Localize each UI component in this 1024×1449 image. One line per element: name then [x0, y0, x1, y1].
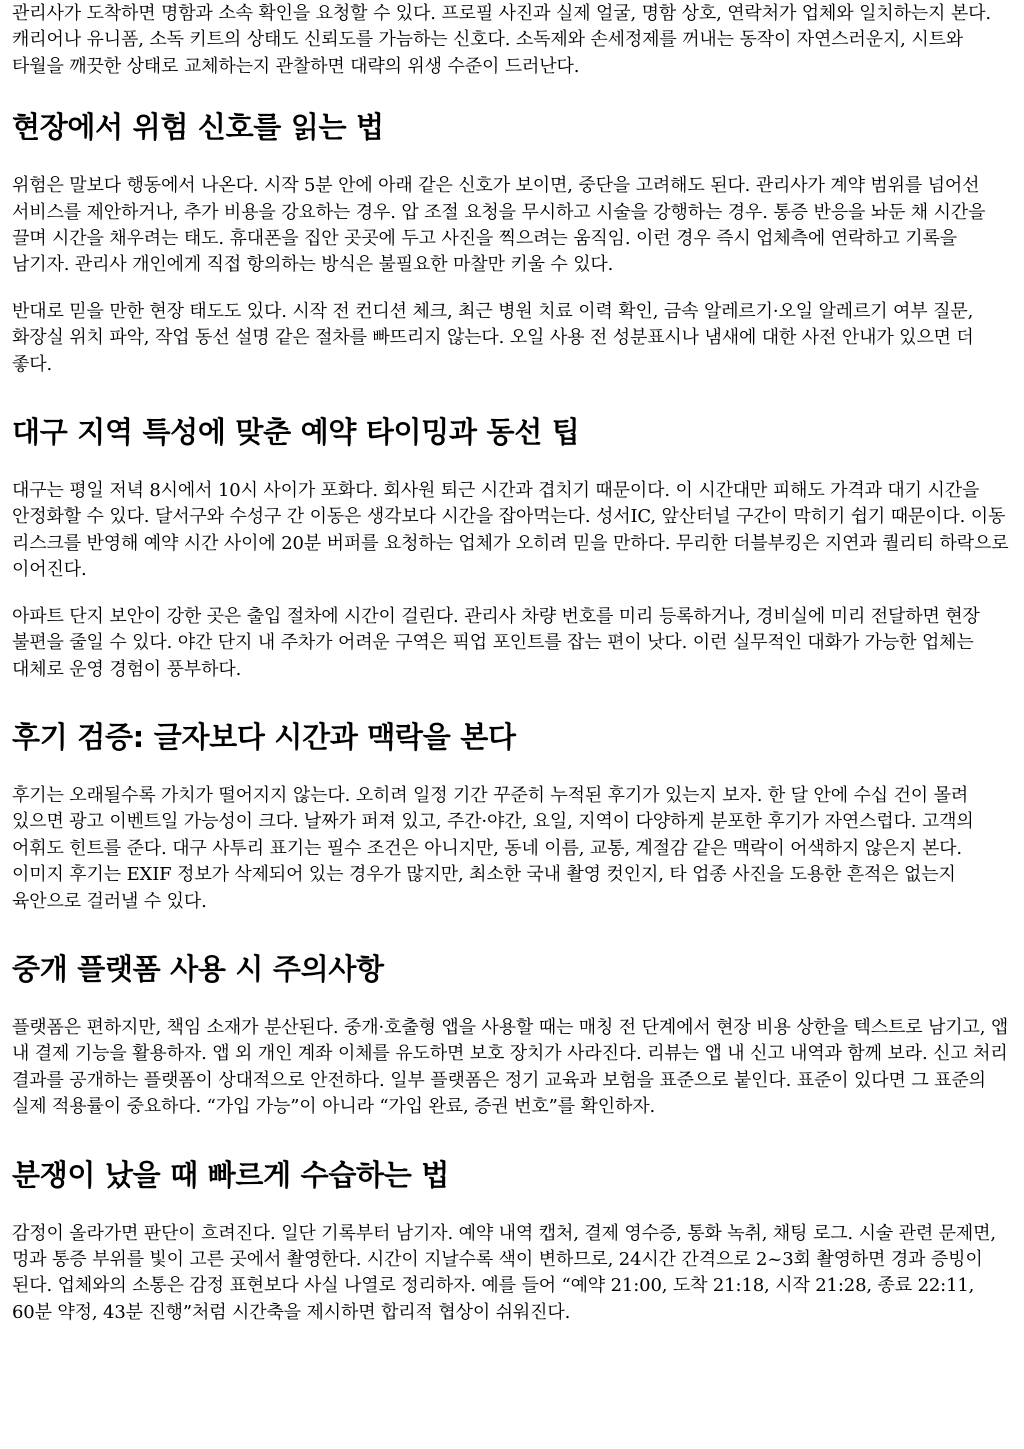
section-paragraph: 아파트 단지 보안이 강한 곳은 출입 절차에 시간이 걸린다. 관리사 차량 번호를 미리 등록하거나, 경비실에 미리 전달하면 현장 불편을 줄일 수 있다. 야간 단지 내 주차가 어려운 구역은 픽업 포인트를 잡는 편이 낫다. 이런 실무적인 대화가 가능한 업체는 대체로 운영 경험이 풍부하다.: [12, 605, 980, 680]
intro-paragraph: 관리사가 도착하면 명함과 소속 확인을 요청할 수 있다. 프로필 사진과 실제 얼굴, 명함 상호, 연락처가 업체와 일치하는지 본다. 캐리어나 유니폼, 소독 키트의 상태도 신뢰도를 가늠하는 신호다. 소독제와 손세정제를 꺼내는 동작이 자연스러운지, 시트와 타월을 깨끗한 상태로 교체하는지 관찰하면 대략의 위생 수준이 드러난다.: [12, 3, 991, 77]
article-body: [0, 1, 1024, 1326]
section-heading-dispute-handling: 분쟁이 났을 때 빠르게 수습하는 법: [12, 1157, 449, 1192]
section-heading-daegu-timing: 대구 지역 특성에 맞춘 예약 타이밍과 동선 팁: [12, 415, 580, 450]
section-heading-platform-cautions: 중개 플랫폼 사용 시 주의사항: [12, 951, 384, 986]
section-heading-risk-signals: 현장에서 위험 신호를 읽는 법: [12, 110, 384, 145]
section-paragraph: 대구는 평일 저녁 8시에서 10시 사이가 포화다. 회사원 퇴근 시간과 겹치기 때문이다. 이 시간대만 피해도 가격과 대기 시간을 안정화할 수 있다. 달서구와 수성구 간 이동은 생각보다 시간을 잡아먹는다. 성서IC, 앞산터널 구간이 막히기 쉽기 때문이다. 이동 리스크를 반영해 예약 시간 사이에 20분 버퍼를 요청하는 업체가 오히려 믿을 만하다. 무리한 더블부킹은 지연과 퀄리티 하락으로 이어진다.: [12, 480, 1009, 581]
section-paragraph: 반대로 믿을 만한 현장 태도도 있다. 시작 전 컨디션 체크, 최근 병원 치료 이력 확인, 금속 알레르기·오일 알레르기 여부 질문, 화장실 위치 파악, 작업 동선 설명 같은 절차를 빠뜨리지 않는다. 오일 사용 전 성분표시나 냄새에 대한 사전 안내가 있으면 더 좋다.: [12, 300, 974, 375]
section-heading-review-verification: 후기 검증: 글자보다 시간과 맥락을 본다: [12, 719, 516, 754]
section-paragraph: 감정이 올라가면 판단이 흐려진다. 일단 기록부터 남기자. 예약 내역 캡처, 결제 영수증, 통화 녹취, 채팅 로그. 시술 관련 문제면, 멍과 통증 부위를 빛이 고른 곳에서 촬영한다. 시간이 지날수록 색이 변하므로, 24시간 간격으로 2~3회 촬영하면 경과 증빙이 된다. 업체와의 소통은 감정 표현보다 사실 나열로 정리하자. 예를 들어 “예약 21:00, 도착 21:18, 시작 21:28, 종료 22:11, 60분 약정, 43분 진행”처럼 시간축을 제시하면 합리적 협상이 쉬워진다.: [12, 1222, 996, 1323]
section-paragraph: 플랫폼은 편하지만, 책임 소재가 분산된다. 중개·호출형 앱을 사용할 때는 매칭 전 단계에서 현장 비용 상한을 텍스트로 남기고, 앱 내 결제 기능을 활용하자. 앱 외 개인 계좌 이체를 유도하면 보호 장치가 사라진다. 리뷰는 앱 내 신고 내역과 함께 보라. 신고 처리 결과를 공개하는 플랫폼이 상대적으로 안전하다. 일부 플랫폼은 정기 교육과 보험을 표준으로 붙인다. 표준이 있다면 그 표준의 실제 적용률이 중요하다. “가입 가능”이 아니라 “가입 완료, 증권 번호”를 확인하자.: [12, 1016, 1009, 1118]
section-paragraph: 위험은 말보다 행동에서 나온다. 시작 5분 안에 아래 같은 신호가 보이면, 중단을 고려해도 된다. 관리사가 계약 범위를 넘어선 서비스를 제안하거나, 추가 비용을 강요하는 경우. 압 조절 요청을 무시하고 시술을 강행하는 경우. 통증 반응을 놔둔 채 시간을 끌며 시간을 채우려는 태도. 휴대폰을 집안 곳곳에 두고 사진을 찍으려는 움직임. 이런 경우 즉시 업체측에 연락하고 기록을 남기자. 관리사 개인에게 직접 항의하는 방식은 불필요한 마찰만 키울 수 있다.: [12, 175, 986, 276]
section-paragraph: 후기는 오래될수록 가치가 떨어지지 않는다. 오히려 일정 기간 꾸준히 누적된 후기가 있는지 보자. 한 달 안에 수십 건이 몰려 있으면 광고 이벤트일 가능성이 크다. 날짜가 퍼져 있고, 주간·야간, 요일, 지역이 다양하게 분포한 후기가 자연스럽다. 고객의 어휘도 힌트를 준다. 대구 사투리 표기는 필수 조건은 아니지만, 동네 이름, 교통, 계절감 같은 맥락이 어색하지 않은지 본다. 이미지 후기는 EXIF 정보가 삭제되어 있는 경우가 많지만, 최소한 국내 촬영 컷인지, 타 업종 사진을 도용한 흔적은 없는지 육안으로 걸러낼 수 있다.: [12, 784, 974, 912]
